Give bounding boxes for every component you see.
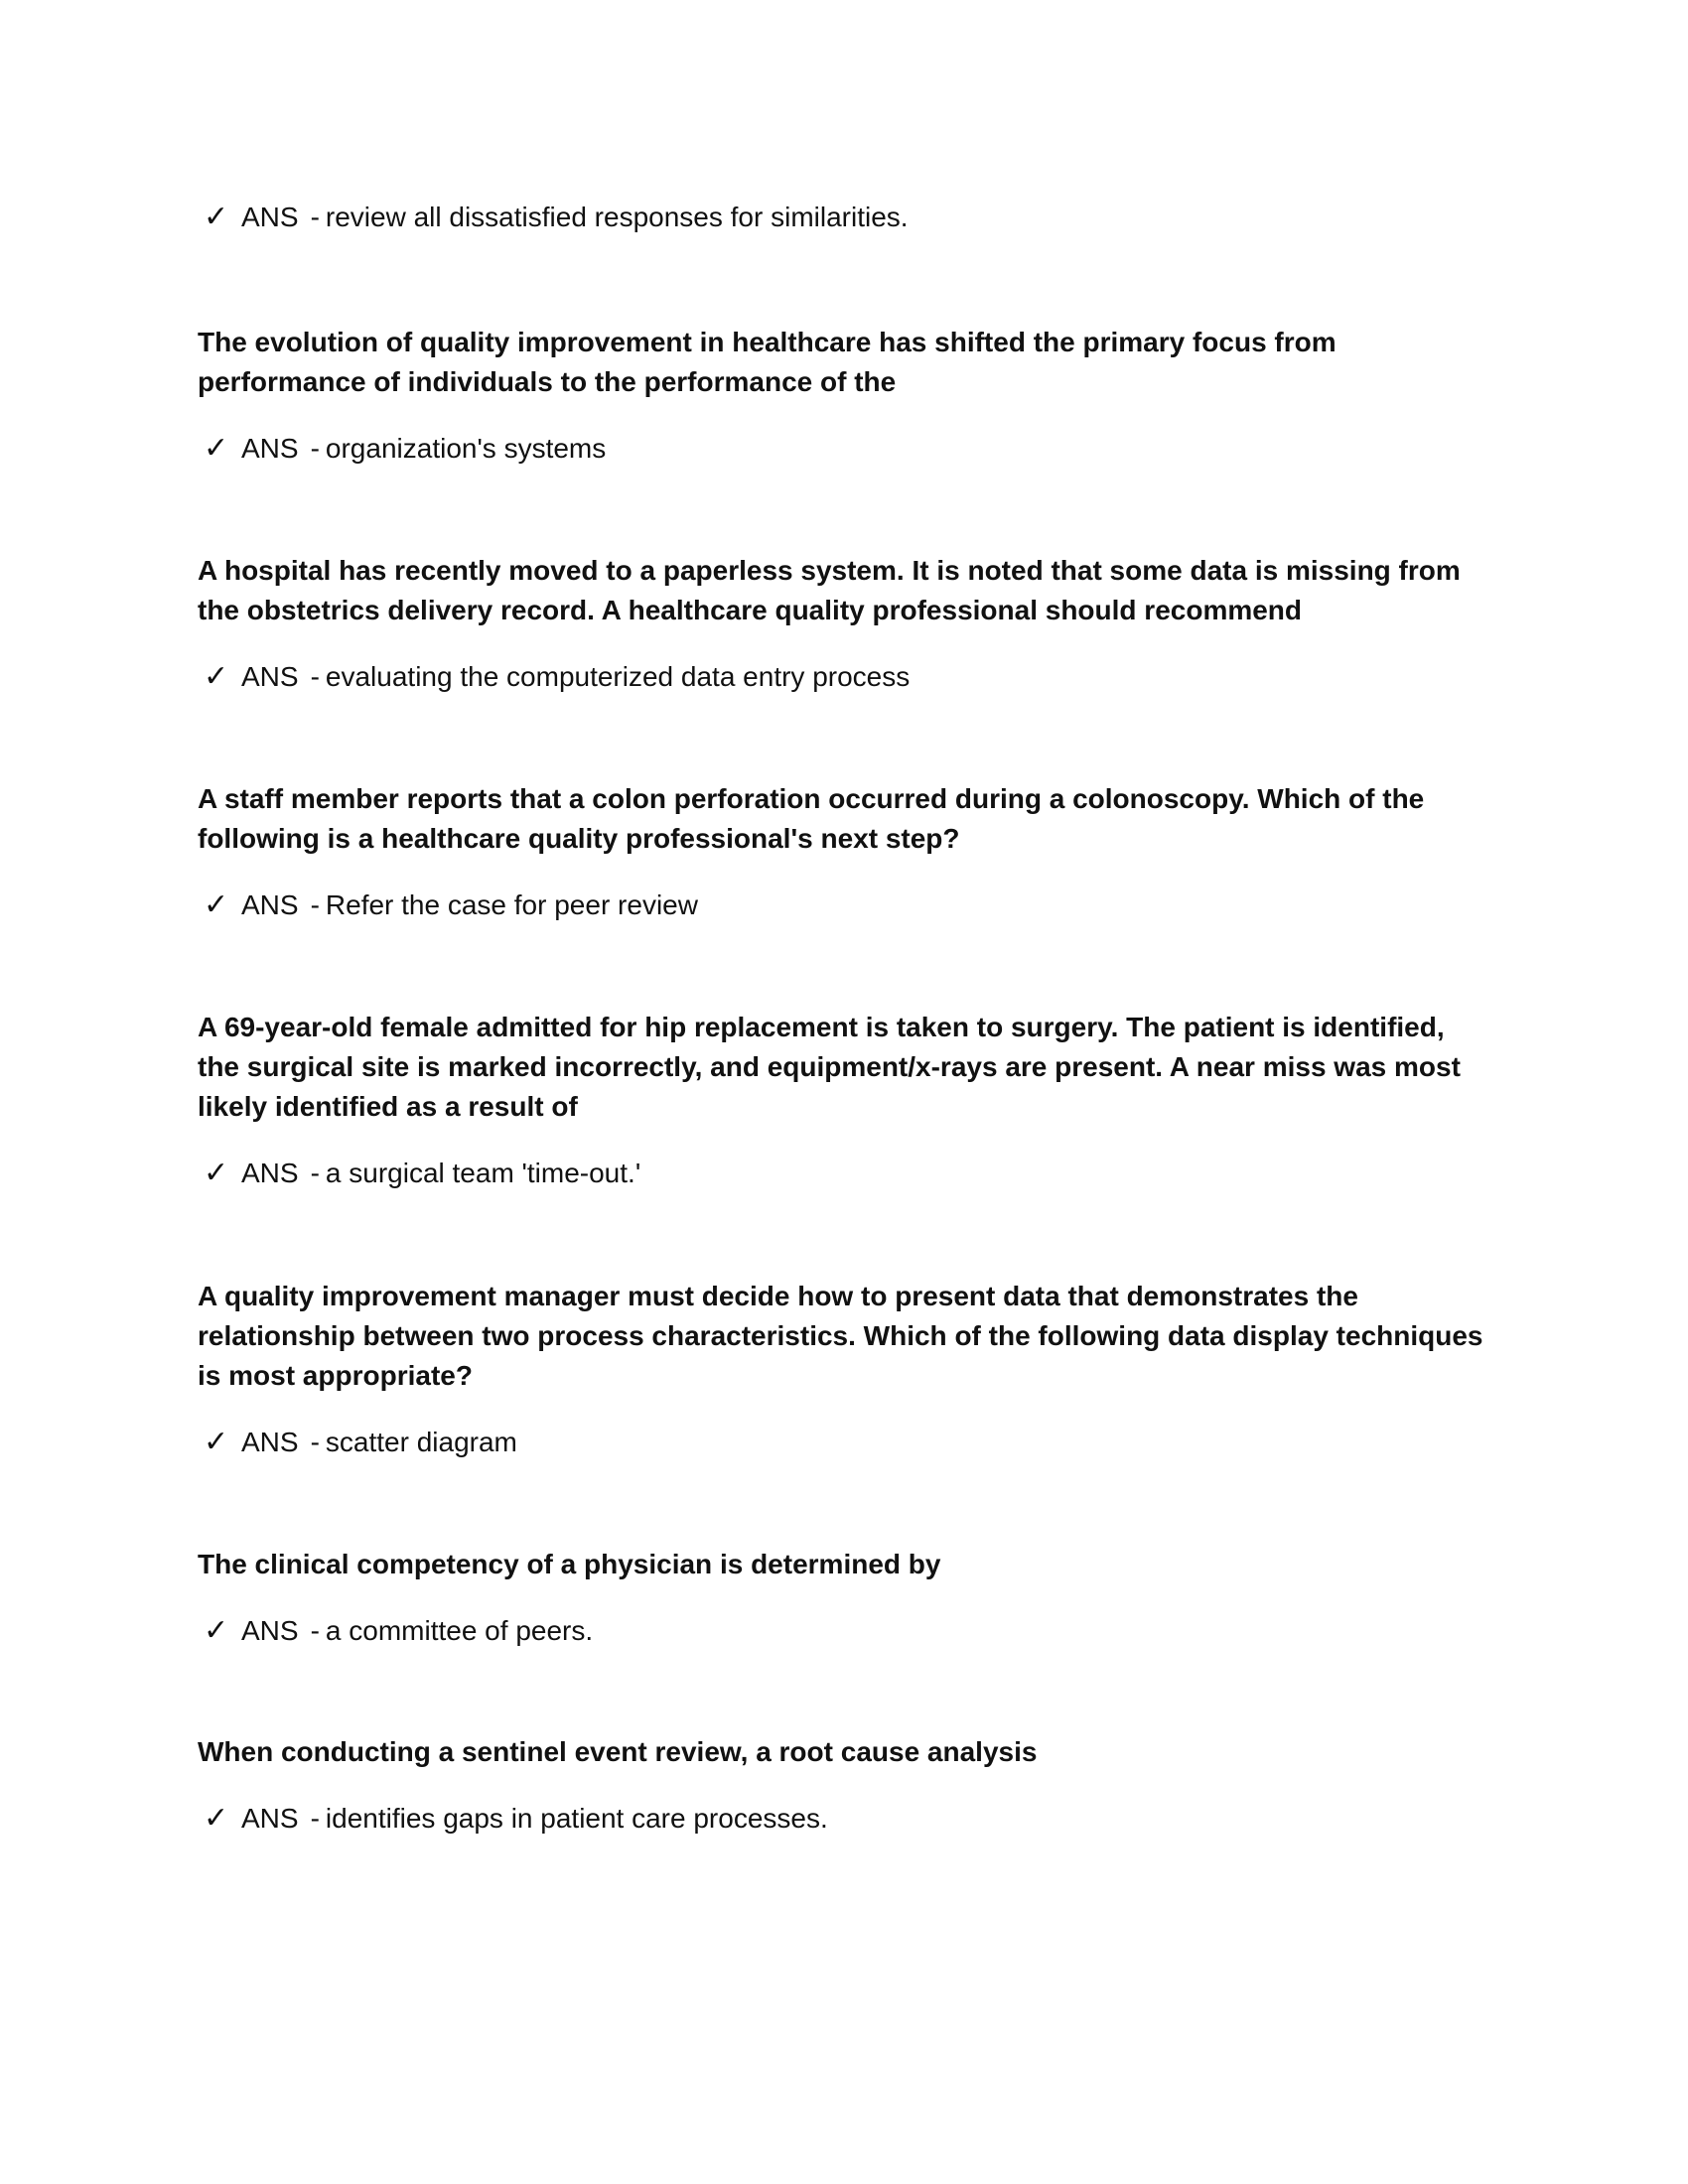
- answer-line: [198, 429, 1488, 469]
- qa-item: [198, 1277, 1488, 1462]
- ans-separator: -: [310, 202, 320, 232]
- ans-separator: -: [310, 1803, 320, 1834]
- qa-item: [198, 551, 1488, 697]
- checkmark-icon: ✓: [204, 432, 229, 465]
- answer-text: review all dissatisfied responses for similarities.: [325, 202, 909, 232]
- ans-separator: -: [310, 661, 320, 692]
- answer-line: [198, 1611, 1488, 1651]
- question-text: A hospital has recently moved to a paperless system. It is noted that some data is missing from the obstetrics delivery record. A healthcare quality professional should recommend: [198, 555, 1461, 625]
- ans-label: ANS: [241, 1158, 299, 1188]
- qa-item: [198, 323, 1488, 469]
- question-text: When conducting a sentinel event review, a root cause analysis: [198, 1736, 1038, 1767]
- ans-separator: -: [310, 889, 320, 920]
- qa-item: [198, 1008, 1488, 1193]
- qa-item: [198, 198, 1488, 237]
- question-text: A staff member reports that a colon perforation occurred during a colonoscopy. Which of the following is a healthcare quality professional's next step?: [198, 783, 1425, 854]
- checkmark-icon: ✓: [204, 888, 229, 921]
- answer-line: [198, 886, 1488, 925]
- qa-item: [198, 1732, 1488, 1839]
- checkmark-icon: ✓: [204, 1802, 229, 1835]
- qa-item: [198, 1545, 1488, 1651]
- question-text: The clinical competency of a physician is determined by: [198, 1549, 941, 1579]
- ans-label: ANS: [241, 433, 299, 464]
- answer-line: [198, 198, 1488, 237]
- ans-separator: -: [310, 1427, 320, 1457]
- ans-separator: -: [310, 1615, 320, 1646]
- answer-text: scatter diagram: [325, 1427, 517, 1457]
- answer-text: a surgical team 'time-out.': [325, 1158, 641, 1188]
- checkmark-icon: ✓: [204, 1157, 229, 1189]
- qa-item: [198, 779, 1488, 925]
- checkmark-icon: ✓: [204, 660, 229, 693]
- answer-line: [198, 657, 1488, 697]
- question-text: A 69-year-old female admitted for hip replacement is taken to surgery. The patient is identified, the surgical site is marked incorrectly, and equipment/x-rays are present. A near miss was most likely identified as a result of: [198, 1012, 1461, 1122]
- answer-line: [198, 1799, 1488, 1839]
- answer-text: a committee of peers.: [325, 1615, 594, 1646]
- ans-label: ANS: [241, 661, 299, 692]
- answer-text: evaluating the computerized data entry process: [325, 661, 911, 692]
- answer-line: [198, 1423, 1488, 1462]
- ans-separator: -: [310, 433, 320, 464]
- answer-text: identifies gaps in patient care processes.: [325, 1803, 828, 1834]
- ans-label: ANS: [241, 1427, 299, 1457]
- ans-separator: -: [310, 1158, 320, 1188]
- question-text: The evolution of quality improvement in healthcare has shifted the primary focus from performance of individuals to the performance of the: [198, 327, 1336, 397]
- checkmark-icon: ✓: [204, 1426, 229, 1458]
- checkmark-icon: ✓: [204, 1614, 229, 1647]
- ans-label: ANS: [241, 1615, 299, 1646]
- ans-label: ANS: [241, 202, 299, 232]
- answer-line: [198, 1154, 1488, 1193]
- ans-label: ANS: [241, 889, 299, 920]
- answer-text: Refer the case for peer review: [325, 889, 698, 920]
- checkmark-icon: ✓: [204, 201, 229, 233]
- question-text: A quality improvement manager must decide how to present data that demonstrates the relationship between two process characteristics. Which of the following data display techniques is most appropriate?: [198, 1281, 1483, 1391]
- ans-label: ANS: [241, 1803, 299, 1834]
- answer-text: organization's systems: [325, 433, 607, 464]
